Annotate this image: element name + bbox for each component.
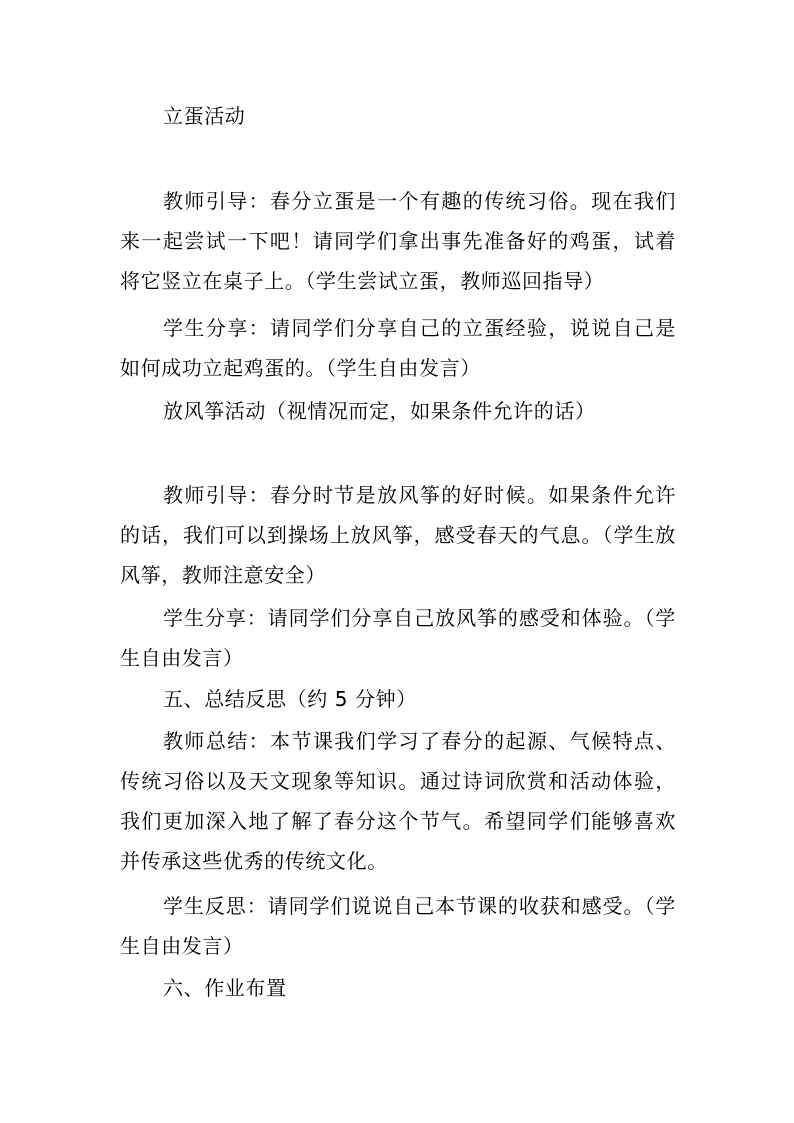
- heading-egg-activity: 立蛋活动: [163, 104, 246, 128]
- paragraph-teacher-guide-egg: 教师引导：春分立蛋是一个有趣的传统习俗。现在我们来一起尝试一下吧！请同学们拿出事先准备好的鸡蛋，试着将它竖立在桌子上。（学生尝试立蛋，教师巡回指导）: [120, 189, 676, 293]
- paragraph-teacher-guide-kite: 教师引导：春分时节是放风筝的好时候。如果条件允许的话，我们可以到操场上放风筝，感受春天的气息。（学生放风筝，教师注意安全）: [120, 483, 676, 587]
- paragraph-teacher-summary: 教师总结：本节课我们学习了春分的起源、气候特点、传统习俗以及天文现象等知识。通过诗词欣赏和活动体验，我们更加深入地了解了春分这个节气。希望同学们能够喜欢并传承这些优秀的传统文化。: [120, 729, 676, 873]
- heading-kite-activity: 放风筝活动（视情况而定，如果条件允许的话）: [163, 399, 596, 423]
- paragraph-student-share-kite: 学生分享：请同学们分享自己放风筝的感受和体验。（学生自由发言）: [120, 606, 676, 670]
- paragraph-student-share-egg: 学生分享：请同学们分享自己的立蛋经验，说说自己是如何成功立起鸡蛋的。（学生自由发言）: [120, 316, 676, 380]
- heading-homework-section: 六、作业布置: [163, 976, 287, 1000]
- heading-summary-section: 五、总结反思（约 5 分钟）: [163, 687, 417, 711]
- paragraph-student-reflection: 学生反思：请同学们说说自己本节课的收获和感受。（学生自由发言）: [120, 894, 676, 958]
